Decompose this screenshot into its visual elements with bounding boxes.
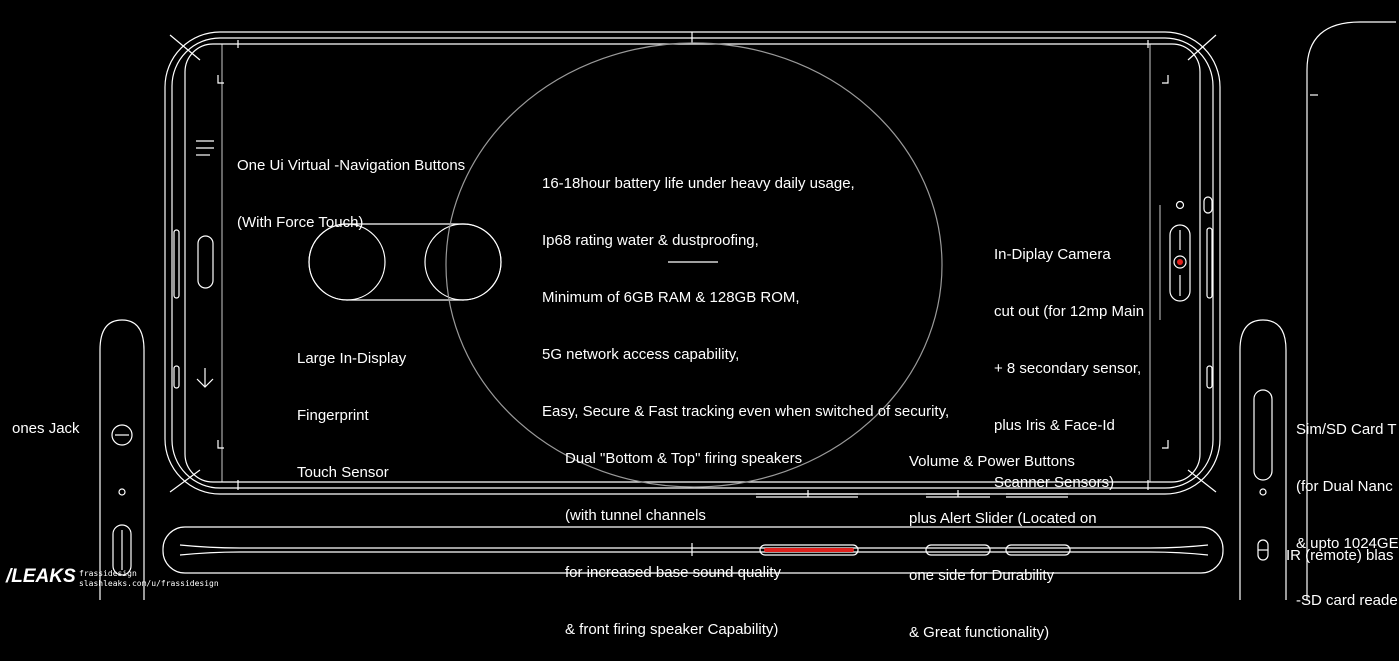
speakers-line: & front firing speaker Capability)	[565, 621, 779, 638]
fingerprint-line: Large In-Display	[297, 350, 407, 367]
spec-line: Easy, Secure & Fast tracking even when switched of security,	[542, 403, 950, 420]
speakers-line: Dual "Bottom & Top" firing speakers	[565, 450, 803, 467]
watermark-url: slashleaks.com/u/frassidesign	[79, 579, 219, 588]
speakers-label	[565, 411, 802, 658]
fingerprint-line: Touch Sensor	[297, 464, 389, 481]
spec-line: 16-18hour battery life under heavy daily usage,	[542, 175, 855, 192]
buttons-line: Volume & Power Buttons	[909, 453, 1075, 470]
watermark-credit	[79, 569, 219, 589]
nav-buttons-label	[237, 118, 465, 251]
camera-line: plus Iris & Face-Id	[994, 417, 1115, 434]
watermark-author: frassidesign	[79, 569, 137, 578]
specs-label	[542, 136, 949, 440]
headphone-jack-label: ones Jack	[12, 420, 80, 437]
spec-line: Minimum of 6GB RAM & 128GB ROM,	[542, 289, 800, 306]
camera-line: + 8 secondary sensor,	[994, 360, 1142, 377]
speakers-line: (with tunnel channels	[565, 507, 706, 524]
buttons-label	[909, 414, 1097, 661]
camera-dot	[1177, 259, 1183, 265]
buttons-line: one side for Durability	[909, 567, 1055, 584]
buttons-line: & Great functionality)	[909, 624, 1050, 641]
fingerprint-label	[297, 311, 406, 501]
sim-line: Sim/SD Card T	[1296, 421, 1397, 438]
ir-blaster-label: IR (remote) blas	[1286, 547, 1394, 564]
nav-buttons-line: One Ui Virtual -Navigation Buttons	[237, 157, 466, 174]
nav-buttons-line: (With Force Touch)	[237, 214, 364, 231]
spec-line: 5G network access capability,	[542, 346, 740, 363]
sim-line: (for Dual Nanc	[1296, 478, 1393, 495]
right-edge-view	[1240, 320, 1286, 600]
sim-line: & upto 1024GE	[1296, 535, 1399, 552]
sim-card-label	[1296, 382, 1399, 629]
watermark-brand: /LEAKS	[6, 566, 76, 587]
fingerprint-line: Fingerprint	[297, 407, 369, 424]
camera-line: Scanner Sensors)	[994, 474, 1115, 491]
sim-line: -SD card reade	[1296, 592, 1398, 609]
camera-line: In-Diplay Camera	[994, 246, 1111, 263]
spec-line: Ip68 rating water & dustproofing,	[542, 232, 759, 249]
speakers-line: for increased base sound quality	[565, 564, 781, 581]
buttons-line: plus Alert Slider (Located on	[909, 510, 1097, 527]
camera-line: cut out (for 12mp Main	[994, 303, 1145, 320]
